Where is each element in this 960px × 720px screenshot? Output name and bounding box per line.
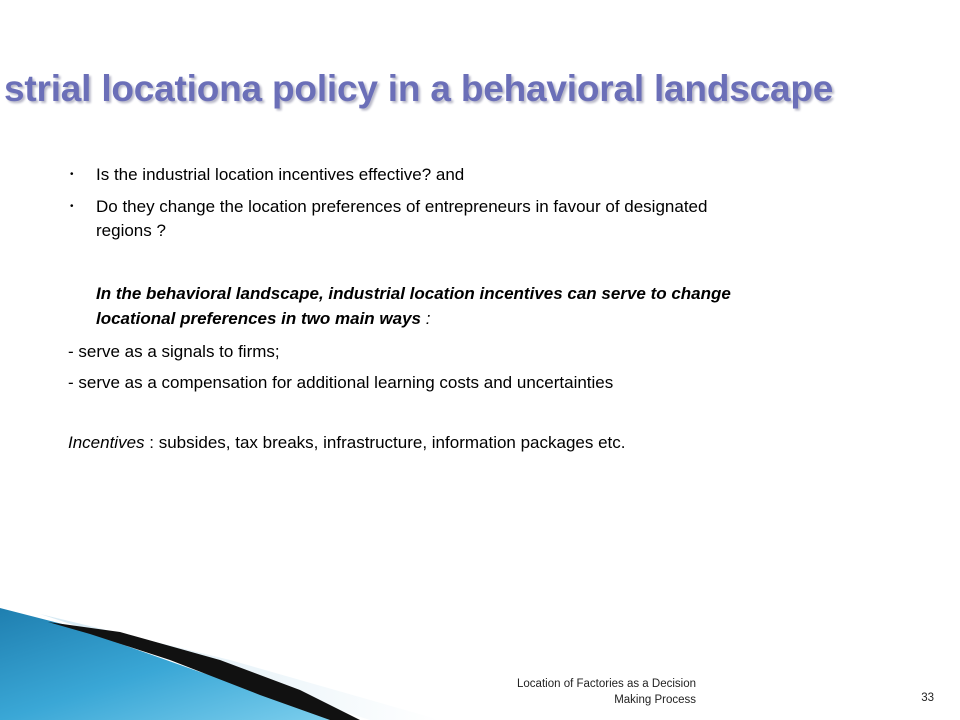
emphasis-suffix: :: [421, 309, 431, 328]
dash-item-compensation: - serve as a compensation for additional learning costs and uncertainties: [68, 373, 614, 392]
incentives-label: Incentives: [68, 433, 145, 452]
page-number: 33: [921, 692, 934, 704]
bullet-item-1: Is the industrial location incentives effective? and: [96, 165, 465, 184]
incentives-text: : subsides, tax breaks, infrastructure, information packages etc.: [144, 433, 626, 452]
footer-line-1: Location of Factories as a Decision: [517, 678, 696, 690]
bullet-icon: •: [70, 169, 74, 180]
emphasis-line-2-text: locational preferences in two main ways: [96, 309, 421, 328]
slide-title-text: strial locationa policy in a behavioral landscape: [4, 68, 834, 109]
footer-title: [517, 676, 696, 708]
bullet-icon: •: [70, 201, 74, 212]
emphasis-line-1: In the behavioral landscape, industrial location incentives can serve to change: [96, 284, 731, 303]
dash-item-signals: - serve as a signals to firms;: [68, 342, 280, 361]
bullet-item-2-continued: regions ?: [96, 221, 166, 240]
bullet-item-2: Do they change the location preferences of entrepreneurs in favour of designated: [96, 197, 708, 216]
footer-line-2: Making Process: [614, 694, 696, 706]
